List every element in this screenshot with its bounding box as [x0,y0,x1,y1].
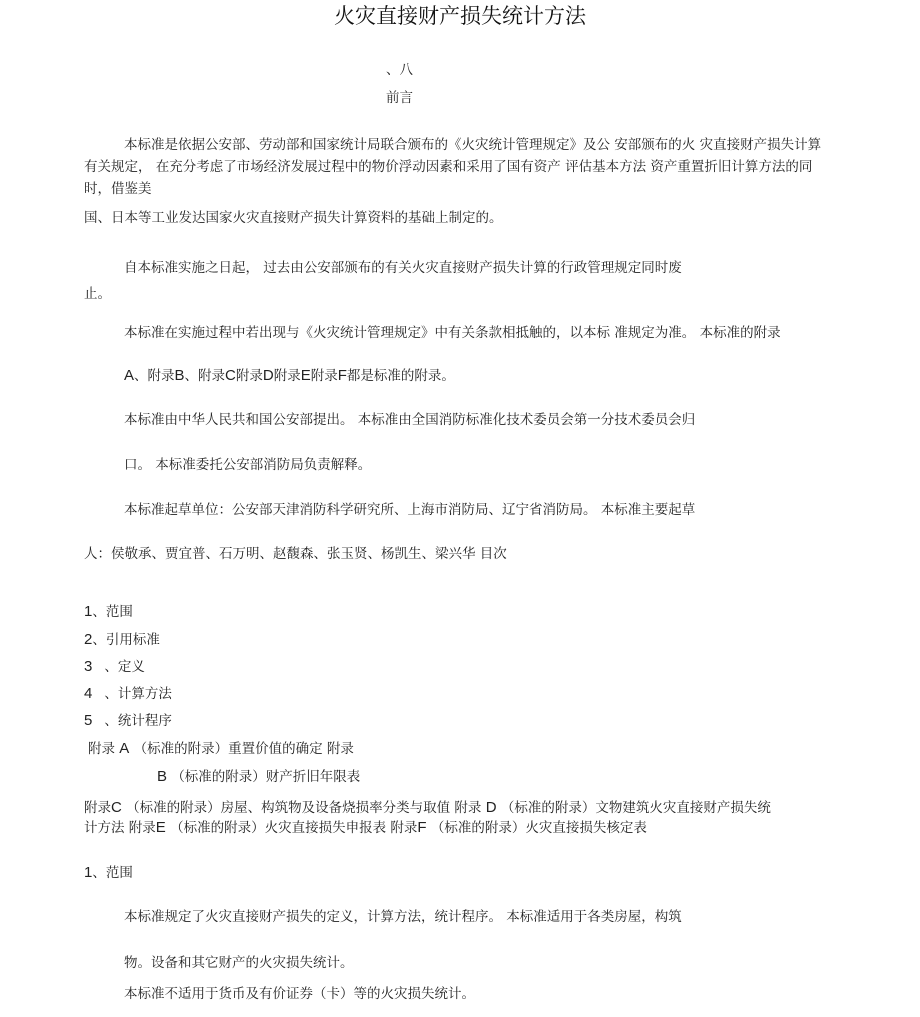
toc-number: 4 [84,685,93,702]
toc-label: 、定义 [104,659,145,675]
appendix-letter: E [300,367,311,384]
appendix-text: 计方法 附录 [84,820,156,836]
toc-item [84,632,160,648]
toc-number: 3 [84,658,93,675]
appendix-letter: A [119,740,130,757]
scope-paragraph-2: 本标准不适用于货币及有价证券（卡）等的火灾损失统计。 [124,986,475,1002]
appendix-prefix: 附录 [84,800,111,816]
toc-number: 1 [84,603,93,620]
toc-number: 2 [84,631,93,648]
appendix-text: （标准的附录）房屋、构筑物及设备烧损率分类与取值 附录 [126,800,482,816]
appendix-text: 附录 [310,368,338,384]
toc-item [84,713,172,729]
appendix-text: （标准的附录）财产折旧年限表 [171,769,361,785]
toc-number: 5 [84,712,93,729]
appendix-prefix: 附录 [88,741,115,757]
document-title: 火灾直接财产损失统计方法 [334,4,586,28]
paragraph-basis-cont: 国、日本等工业发达国家火灾直接财产损失计算资料的基础上制定的。 [84,210,503,226]
toc-label: 、范围 [92,604,133,620]
toc-appendix-b [157,769,360,785]
appendix-letter: F [337,367,347,384]
appendix-letter: B [174,367,185,384]
toc-label: 、统计程序 [104,713,172,729]
paragraph-drafters: 人：侯敬承、贾宜普、石万明、赵馥森、张玉贤、杨凯生、梁兴华 目次 [84,546,507,562]
appendix-text: （标准的附录）火灾直接损失核定表 [430,820,647,836]
toc-item [84,659,145,675]
paragraph-conflict: 本标准在实施过程中若出现与《火灾统计管理规定》中有关条款相抵触的，以本标 准规定为准。 本标准的附录 [124,325,781,341]
paragraph-basis: 本标准是依据公安部、劳动部和国家统计局联合颁布的《火灾统计管理规定》及公 安部颁布的火 灾直接财产损失计算有关规定， 在充分考虑了市场经济发展过程中的物价浮动因素和采用了国有资产 评估基本方法 资产重置折旧计算方法的同时，借鉴美 [84,137,822,197]
section-label: 、范围 [92,865,133,881]
appendix-text: （标准的附录）文物建筑火灾直接财产损失统 [500,800,771,816]
toc-label: 、计算方法 [104,686,172,702]
appendix-letter: A [124,367,135,384]
appendix-text: （标准的附录）重置价值的确定 附录 [133,741,354,757]
scope-paragraph-1-cont: 物。设备和其它财产的火灾损失统计。 [124,955,354,971]
appendix-text: 、附录 [184,368,226,384]
toc-item [84,604,133,620]
toc-label: 、引用标准 [92,632,160,648]
paragraph-appendix-list [124,368,455,384]
appendix-text: 、附录 [134,368,175,384]
paragraph-effective-cont: 止。 [84,286,111,302]
section-number: 1 [84,864,93,881]
scope-paragraph-1: 本标准规定了火灾直接财产损失的定义，计算方法，统计程序。 本标准适用于各类房屋，构筑 [124,909,682,925]
toc-item [84,686,172,702]
paragraph-effective: 自本标准实施之日起， 过去由公安部颁布的有关火灾直接财产损失计算的行政管理规定同时废 [124,260,682,276]
toc-appendix-e-f [84,820,647,836]
appendix-letter: F [417,819,427,836]
section-marker: 、八 [386,62,413,78]
appendix-text: 附录 [235,368,263,384]
paragraph-drafting-units: 本标准起草单位：公安部天津消防科学研究所、上海市消防局、辽宁省消防局。 本标准主要起草 [124,502,696,518]
appendix-letter: E [155,819,166,836]
paragraph-interpretation: 口。 本标准委托公安部消防局负责解释。 [124,457,372,473]
appendix-letter: D [485,799,497,816]
appendix-text: 附录 [273,368,301,384]
section-heading-scope [84,865,133,881]
appendix-text: （标准的附录）火灾直接损失申报表 附录 [170,820,418,836]
toc-appendix-a [88,741,354,757]
paragraph-proposer: 本标准由中华人民共和国公安部提出。 本标准由全国消防标准化技术委员会第一分技术委员会归 [124,412,696,428]
appendix-text: 都是标准的附录。 [346,368,455,384]
preface-heading: 前言 [386,90,413,106]
appendix-letter: C [225,367,236,384]
appendix-letter: C [111,799,122,816]
appendix-letter: D [262,367,274,384]
toc-appendix-c-d [84,800,771,816]
appendix-letter: B [157,768,168,785]
